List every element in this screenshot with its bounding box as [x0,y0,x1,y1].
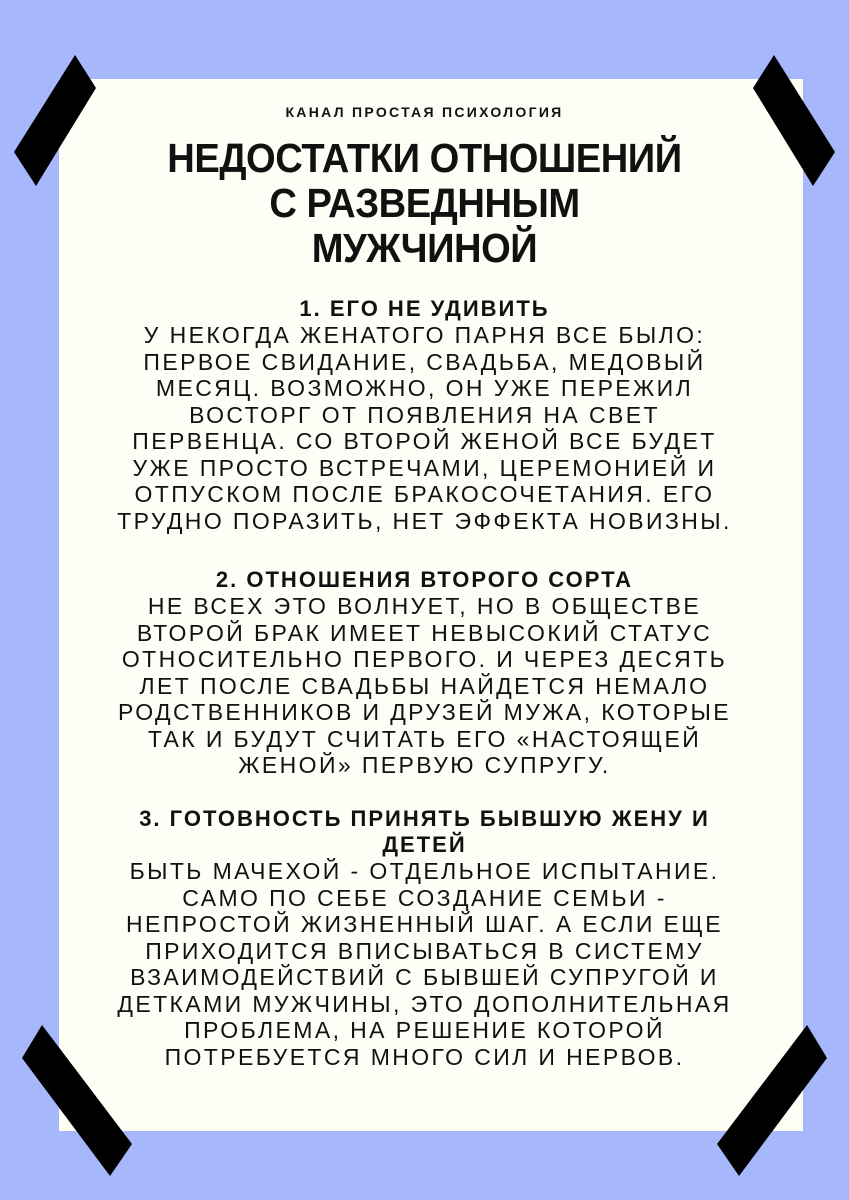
body-line: ПРОБЛЕМА, НА РЕШЕНИЕ КОТОРОЙ [184,1017,665,1043]
title-line: МУЖЧИНОЙ [311,225,538,271]
section-3 [0,806,849,1070]
body-line: РОДСТВЕННИКОВ И ДРУЗЕЙ МУЖА, КОТОРЫЕ [118,699,731,725]
body-line: НЕПРОСТОЙ ЖИЗНЕННЫЙ ШАГ. А ЕСЛИ ЕЩЕ [125,911,724,937]
channel-name: КАНАЛ ПРОСТАЯ ПСИХОЛОГИЯ [285,104,564,120]
body-line: МЕСЯЦ. ВОЗМОЖНО, ОН УЖЕ ПЕРЕЖИЛ [155,375,694,401]
body-line: ЛЕТ ПОСЛЕ СВАДЬБЫ НАЙДЕТСЯ НЕМАЛО [139,672,710,699]
body-line: САМО ПО СЕБЕ СОЗДАНИЕ СЕМЬИ - [182,884,667,911]
body-line: ПРИХОДИТСЯ ВПИСЫВАТЬСЯ В СИСТЕМУ [145,937,704,964]
section-heading: ДЕТЕЙ [382,832,467,857]
title-line: С РАЗВЕДННЫМ [269,180,580,226]
section-heading: 3. ГОТОВНОСТЬ ПРИНЯТЬ БЫВШУЮ ЖЕНУ И [139,806,710,831]
section-heading: 2. ОТНОШЕНИЯ ВТОРОГО СОРТА [215,567,634,592]
body-line: ПЕРВЕНЦА. СО ВТОРОЙ ЖЕНОЙ ВСЕ БУДЕТ [132,428,717,454]
section-heading: 1. ЕГО НЕ УДИВИТЬ [299,296,550,321]
body-line: ПЕРВОЕ СВИДАНИЕ, СВАДЬБА, МЕДОВЫЙ [143,348,706,375]
poster-title [0,136,849,271]
body-line: НЕ ВСЕХ ЭТО ВОЛНУЕТ, НО В ОБЩЕСТВЕ [147,593,702,619]
body-line: ВТОРОЙ БРАК ИМЕЕТ НЕВЫСОКИЙ СТАТУС [136,619,713,646]
body-line: ВОСТОРГ ОТ ПОЯВЛЕНИЯ НА СВЕТ [189,401,660,428]
body-line: ЖЕНОЙ» ПЕРВУЮ СУПРУГУ. [238,752,611,778]
body-line: ОТПУСКОМ ПОСЛЕ БРАКОСОЧЕТАНИЯ. ЕГО [134,481,715,507]
body-line: ПОТРЕБУЕТСЯ МНОГО СИЛ И НЕРВОВ. [164,1043,685,1070]
body-line: ТРУДНО ПОРАЗИТЬ, НЕТ ЭФФЕКТА НОВИЗНЫ. [117,507,732,534]
title-line: НЕДОСТАТКИ ОТНОШЕНИЙ [167,135,682,181]
body-line: БЫТЬ МАЧЕХОЙ - ОТДЕЛЬНОЕ ИСПЫТАНИЕ. [129,858,720,884]
body-line: ТАК И БУДУТ СЧИТАТЬ ЕГО «НАСТОЯЩЕЙ [147,725,702,752]
body-line: УЖЕ ПРОСТО ВСТРЕЧАМИ, ЦЕРЕМОНИЕЙ И [132,454,717,481]
body-line: ДЕТКАМИ МУЖЧИНЫ, ЭТО ДОПОЛНИТЕЛЬНАЯ [117,990,732,1017]
section-1 [0,296,849,534]
section-2 [0,567,849,779]
body-line: У НЕКОГДА ЖЕНАТОГО ПАРНЯ ВСЕ БЫЛО: [143,322,706,348]
body-line: ВЗАИМОДЕЙСТВИЙ С БЫВШЕЙ СУПРУГОЙ И [130,964,719,990]
body-line: ОТНОСИТЕЛЬНО ПЕРВОГО. И ЧЕРЕЗ ДЕСЯТЬ [121,646,728,672]
